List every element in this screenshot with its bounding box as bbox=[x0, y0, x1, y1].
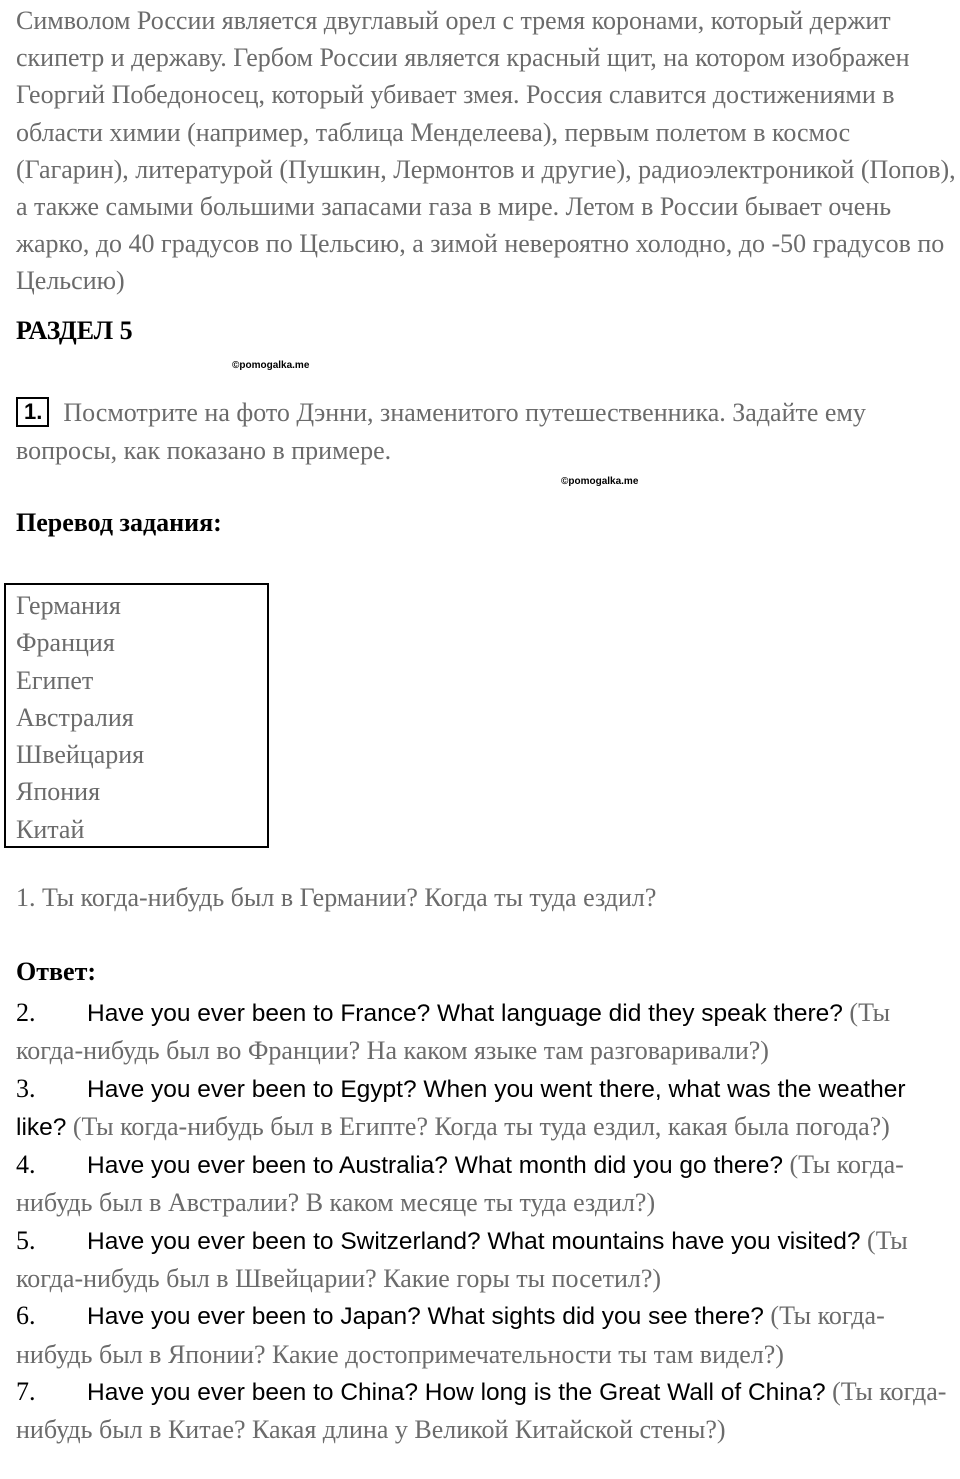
answer-item bbox=[16, 994, 960, 1070]
country-list-box bbox=[4, 583, 269, 848]
country-item: Австралия bbox=[16, 702, 134, 732]
answer-english: Have you ever been to France? What language did they speak there? bbox=[87, 1000, 843, 1027]
answer-english: Have you ever been to Australia? What month did you go there? bbox=[87, 1152, 783, 1180]
country-item: Германия bbox=[16, 591, 121, 620]
translation-heading: Перевод задания: bbox=[16, 508, 222, 537]
answer-translation: (Ты когда-нибудь был в Китае? Какая длина у Великой Китайской стены?) bbox=[16, 1376, 947, 1445]
answer-item bbox=[16, 1070, 960, 1147]
answer-list bbox=[16, 994, 960, 1449]
answer-translation: (Ты когда-нибудь был во Франции? На каком языке там разговаривали?) bbox=[16, 998, 891, 1066]
task-text: Посмотрите на фото Дэнни, знаменитого путешественника. Задайте ему вопросы, как показано в примере. bbox=[16, 398, 866, 465]
answer-english: Have you ever been to China? How long is the Great Wall of China? bbox=[87, 1378, 826, 1406]
country-item: Швейцария bbox=[16, 740, 145, 770]
answer-number: 7. bbox=[16, 1376, 36, 1406]
answer-item bbox=[16, 1297, 960, 1373]
watermark: ©pomogalka.me bbox=[232, 360, 310, 371]
answer-english: Have you ever been to Japan? What sights did you see there? bbox=[87, 1303, 764, 1331]
answer-english: Have you ever been to Switzerland? What mountains have you visited? bbox=[87, 1227, 861, 1255]
answer-item bbox=[16, 1146, 960, 1222]
country-item: Египет bbox=[16, 665, 94, 695]
answer-item bbox=[16, 1222, 960, 1298]
answer-number: 2. bbox=[16, 998, 36, 1027]
answer-english: Have you ever been to Egypt? When you went there, what was the weather like? bbox=[16, 1075, 906, 1141]
task-number-badge: 1. bbox=[16, 397, 49, 427]
answer-number: 6. bbox=[16, 1301, 36, 1331]
answer-translation: (Ты когда-нибудь был в Египте? Когда ты туда ездил, какая была погода?) bbox=[72, 1111, 890, 1141]
watermark: ©pomogalka.me bbox=[561, 476, 639, 487]
example-question: 1. Ты когда-нибудь был в Германии? Когда ты туда ездил? bbox=[16, 883, 657, 912]
answer-translation: (Ты когда-нибудь был в Швейцарии? Какие горы ты посетил?) bbox=[16, 1225, 908, 1294]
country-item: Китай bbox=[16, 814, 85, 844]
country-item: Япония bbox=[16, 777, 101, 807]
answer-translation: (Ты когда-нибудь был в Австралии? В каком месяце ты туда ездил?) bbox=[16, 1150, 904, 1218]
intro-paragraph: Символом России является двуглавый орел с тремя коронами, который держит скипетр и державу. Гербом России является красный щит, на котором изображен Георгий Победоносец, который убивает змея. Россия славится достижениями в области химии (например, таблица Менделеева), первым полетом в космос (Гагарин), литературой (Пушкин, Лермонтов и другие), радиоэлектроникой (Попов), а также самыми большими запасами газа в мире. Летом в России бывает очень жарко, до 40 градусов по Цельсию, а зимой невероятно холодно, до -50 градусов по Цельсию) bbox=[16, 6, 956, 296]
task-statement bbox=[16, 394, 960, 469]
answer-translation: (Ты когда-нибудь был в Японии? Какие достопримечательности ты там видел?) bbox=[16, 1301, 885, 1369]
answer-number: 4. bbox=[16, 1150, 36, 1180]
answer-item bbox=[16, 1373, 960, 1449]
answer-number: 5. bbox=[16, 1225, 36, 1255]
answer-number: 3. bbox=[16, 1073, 36, 1103]
country-item: Франция bbox=[16, 628, 115, 658]
answer-heading: Ответ: bbox=[16, 957, 97, 986]
section-title: РАЗДЕЛ 5 bbox=[16, 316, 133, 345]
